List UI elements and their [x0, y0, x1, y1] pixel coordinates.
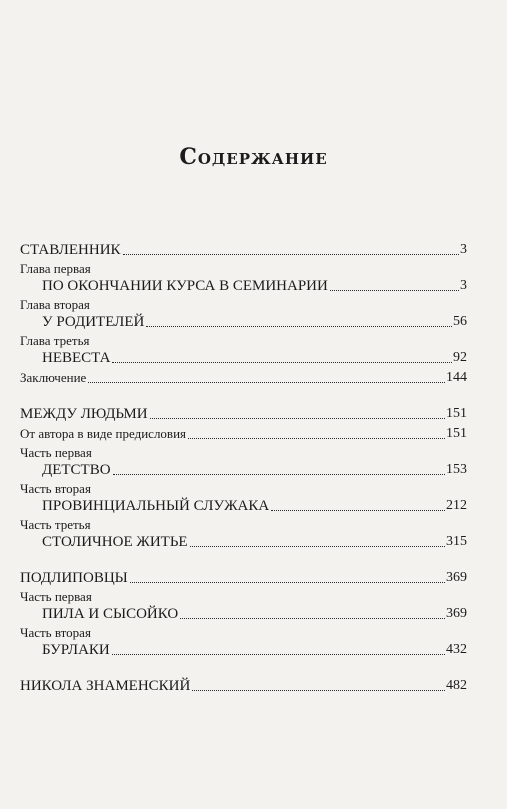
- page-number: 482: [446, 678, 467, 693]
- page-number: 151: [446, 406, 467, 421]
- toc-entry: [20, 348, 467, 368]
- page-number: 315: [446, 534, 467, 549]
- toc-section: [20, 676, 467, 696]
- entry-title: ДЕТСТВО: [42, 462, 111, 478]
- toc-section: [20, 404, 467, 552]
- dot-leader: [271, 510, 445, 511]
- toc-entry: [20, 532, 467, 552]
- dot-leader: [188, 438, 445, 439]
- chapter-label: Часть первая: [20, 445, 92, 460]
- chapter-label: Глава вторая: [20, 297, 90, 312]
- chapter-label: Глава первая: [20, 261, 91, 276]
- dot-leader: [88, 382, 445, 383]
- toc-entry: [20, 604, 467, 624]
- chapter-label: Часть вторая: [20, 625, 91, 640]
- dot-leader: [123, 254, 459, 255]
- entry-title: У РОДИТЕЛЕЙ: [42, 314, 145, 330]
- entry-title: МЕЖДУ ЛЮДЬМИ: [20, 406, 148, 422]
- dot-leader: [192, 690, 445, 691]
- entry-title: От автора в виде предисловия: [20, 426, 187, 441]
- toc-work-entry: [20, 240, 467, 260]
- page-number: 432: [446, 642, 467, 657]
- chapter-label: Часть третья: [20, 517, 91, 532]
- page-number: 151: [446, 426, 467, 441]
- chapter-label: Часть вторая: [20, 481, 91, 496]
- toc-entry: [20, 496, 467, 516]
- table-of-contents: [20, 240, 467, 696]
- entry-title: Заключение: [20, 370, 87, 385]
- entry-title: ПОДЛИПОВЦЫ: [20, 570, 128, 586]
- entry-title: СТАВЛЕННИК: [20, 242, 121, 258]
- dot-leader: [112, 362, 452, 363]
- page-number: 3: [460, 278, 467, 293]
- dot-leader: [180, 618, 445, 619]
- page-number: 369: [446, 606, 467, 621]
- toc-entry: [20, 424, 467, 444]
- dot-leader: [190, 546, 445, 547]
- entry-title: СТОЛИЧНОЕ ЖИТЬЕ: [42, 534, 188, 550]
- page-number: 92: [453, 350, 467, 365]
- entry-title: ПИЛА И СЫСОЙКО: [42, 606, 179, 622]
- page-title: Содержание: [179, 144, 328, 170]
- toc-entry: [20, 640, 467, 660]
- toc-work-entry: [20, 676, 467, 696]
- page-number: 3: [460, 242, 467, 257]
- page-number: 153: [446, 462, 467, 477]
- entry-title: НИКОЛА ЗНАМЕНСКИЙ: [20, 678, 191, 694]
- entry-title: НЕВЕСТА: [42, 350, 111, 366]
- toc-entry: [20, 276, 467, 296]
- entry-title: ПРОВИНЦИАЛЬНЫЙ СЛУЖАКА: [42, 498, 270, 514]
- page-number: 369: [446, 570, 467, 585]
- dot-leader: [150, 418, 445, 419]
- toc-section: [20, 568, 467, 660]
- entry-title: ПО ОКОНЧАНИИ КУРСА В СЕМИНАРИИ: [42, 278, 328, 294]
- dot-leader: [112, 654, 445, 655]
- page-number: 56: [453, 314, 467, 329]
- entry-title: БУРЛАКИ: [42, 642, 110, 658]
- toc-entry: [20, 460, 467, 480]
- toc-work-entry: [20, 568, 467, 588]
- dot-leader: [146, 326, 452, 327]
- toc-work-entry: [20, 404, 467, 424]
- dot-leader: [330, 290, 459, 291]
- toc-section: [20, 240, 467, 388]
- page-number: 144: [446, 370, 467, 385]
- chapter-label: Глава третья: [20, 333, 90, 348]
- toc-entry: [20, 368, 467, 388]
- dot-leader: [113, 474, 445, 475]
- page-number: 212: [446, 498, 467, 513]
- dot-leader: [130, 582, 445, 583]
- chapter-label: Часть первая: [20, 589, 92, 604]
- toc-entry: [20, 312, 467, 332]
